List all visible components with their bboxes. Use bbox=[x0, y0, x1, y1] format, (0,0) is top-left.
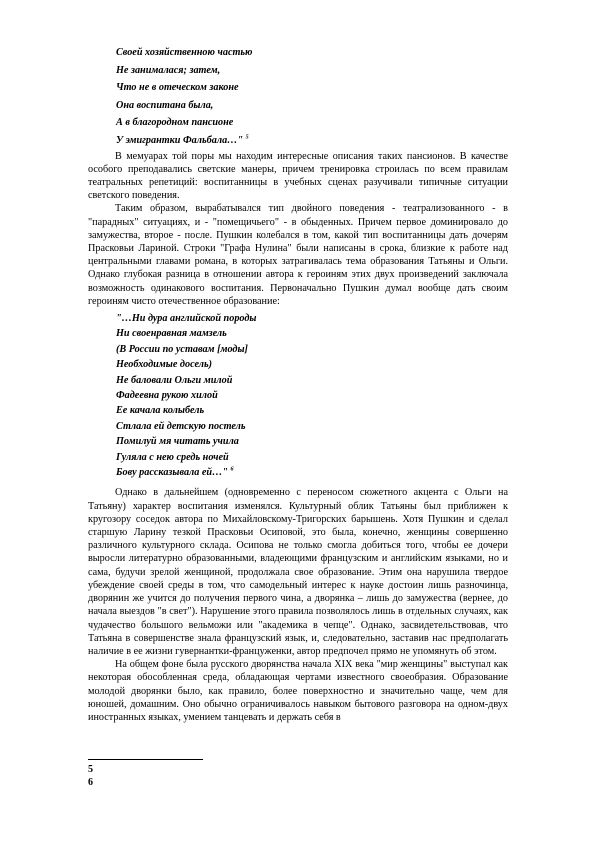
paragraph-double-behavior: Таким образом, вырабатывался тип двойного поведения - театрализованного - в "парадных" ситуациях, и - "помещичьего" - в обыденных. Причем первое доминировало до замужества, второе - после. Пушкин колебался в том, какой тип воспитанницы дать дочерям Прасковьи Лариной. Строки "Графа Нулина" были написаны в срока, близкие к работе над центральными главами романа, в которых затрагивалась тема образования Татьяны и Ольги. Однако глубокая разница в отношении автора к героиням этих двух произведений заключала возможность одинакового воспитания. Первоначально Пушкин думал вообще дать своим героиням чисто отечественное образование: bbox=[88, 203, 508, 307]
verse-line: Не занималася; затем, bbox=[116, 64, 221, 76]
page-content bbox=[88, 44, 508, 724]
verse-line-text: У эмигрантки Фальбала…" bbox=[116, 134, 244, 146]
verse-line: Она воспитана была, bbox=[116, 99, 214, 111]
verse-line: (В России по уставам [моды] bbox=[116, 343, 248, 355]
verse-line: Ее качала колыбель bbox=[116, 405, 205, 417]
verse-quote-pansion bbox=[88, 44, 508, 150]
footnote-number: 5 bbox=[88, 764, 93, 775]
verse-line-text: Бову рассказывала ей…" bbox=[116, 467, 228, 479]
verse-line: Фадеевна рукою хилой bbox=[116, 390, 218, 402]
verse-line: Своей хозяйственною частью bbox=[116, 47, 253, 58]
paragraph-tatiana-education: Однако в дальнейшем (одновременно с переносом сюжетного акцента с Ольги на Татьяну) характер воспитания изменялся. Культурный облик Татьяны был приближен к кругозору соседок автора по Михайловскому-Тригорских барышень. Хотя Пушкин и сделал старшую Ларину тезкой Прасковьи Осиповой, это была, конечно, женщины совершенно различного культурного склада. Осипова не только смогла добиться того, чтобы ее дочери выросли литературно образованными, владеющими французским и английским языками, но и сама, будучи зрелой женщиной, продолжала свое образование. Этим она нарушила твердое убеждение своей среды в том, что самодельный интерес к науке достоин лишь разночинца, дворянин же учится до получения первого чина, а дворянка – лишь до замужества (вернее, до начала выездов "в свет"). Нарушение этого правила позволялось лишь в отдельных случаях, как чудачество большого вельможи или "академика в чепце". Однако, засвидетельствовав, что Татьяна в совершенстве знала французский язык, и, следовательно, заставив нас предполагать наличие в ее жизни гувернантки-француженки, автор предпочел прямо не упомянуть об этом. bbox=[88, 487, 508, 657]
verse-line: Ни своенравная мамзель bbox=[116, 328, 227, 340]
footnote-ref: 5 bbox=[245, 134, 249, 141]
footnotes bbox=[88, 763, 93, 789]
footnote-ref: 6 bbox=[230, 466, 234, 473]
verse-line: А в благородном пансионе bbox=[116, 117, 234, 129]
paragraph-women-world: На общем фоне была русского дворянства начала XIX века "мир женщины" выступал как некоторая обособленная среда, обладающая чертами известного своеобразия. Образование молодой дворянки было, как правило, более поверхностно и значительно чаще, чем для юношей, домашним. Оно обычно ограничивалось навыком бытового разговора на одном-двух иностранных языках, умением танцевать и держать себя в bbox=[88, 659, 508, 723]
verse-quote-olga bbox=[88, 311, 508, 480]
footnote-number: 6 bbox=[88, 777, 93, 788]
verse-line: Гуляла с нею средь ночей bbox=[116, 451, 229, 463]
verse-line: Стлала ей детскую постель bbox=[116, 420, 246, 432]
verse-line: "…Ни дура английской породы bbox=[116, 313, 257, 324]
verse-line: Помилуй мя читать учила bbox=[116, 436, 239, 448]
paragraph-memoirs: В мемуарах той поры мы находим интересные описания таких пансионов. В качестве особого преподавались светские манеры, причем тренировка строилась по всем правилам театральных репетиций: воспитанницы в учебных сценах разучивали типичные ситуации светского поведения. bbox=[88, 150, 508, 202]
verse-line-last bbox=[116, 132, 508, 150]
verse-line-last bbox=[116, 465, 508, 480]
verse-line: Необходимые досель) bbox=[116, 359, 212, 371]
verse-line: Что не в отеческом законе bbox=[116, 82, 239, 94]
verse-line: Не баловали Ольги милой bbox=[116, 374, 233, 386]
footnote-separator bbox=[88, 759, 203, 760]
